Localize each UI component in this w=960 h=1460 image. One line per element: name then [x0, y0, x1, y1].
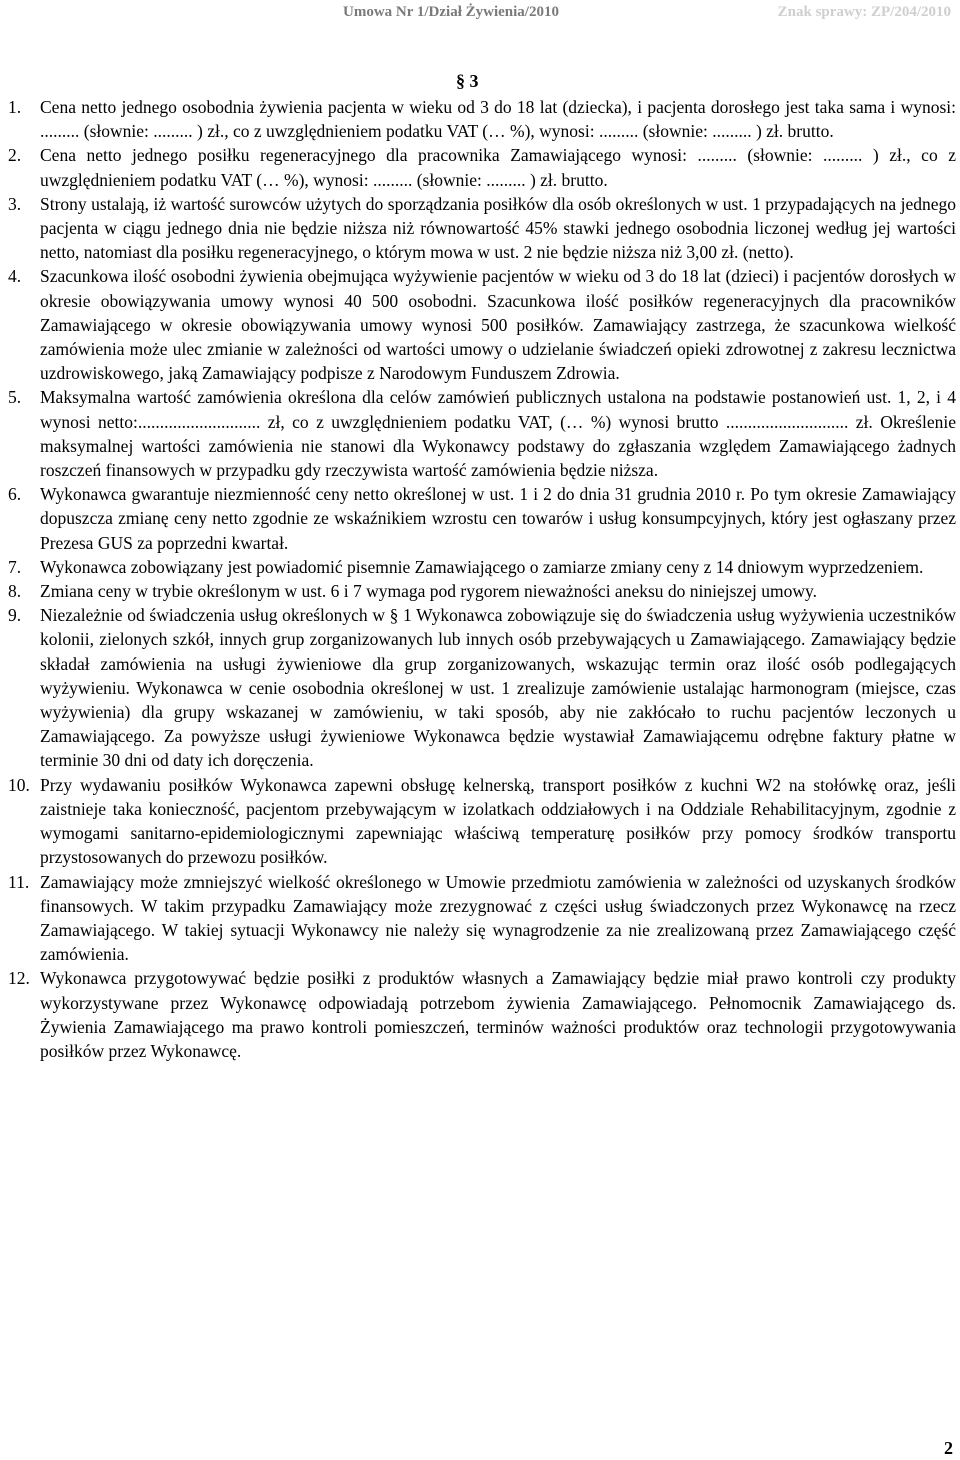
clause-number: 3. — [8, 193, 22, 214]
page-header — [0, 4, 960, 24]
clause-text: Maksymalna wartość zamówienia określona dla celów zamówień publicznych ustalona na podstawie postanowień ust. 1, 2, i 4 wynosi netto:............................ zł, co z uwzględnieniem podatku VAT, (… %) wynosi brutto ............................ zł. Określenie maksymalnej wartości zamówienia nie stanowi dla Wykonawcy podstawy do zgłaszania względem Zamawiającego żadnych roszczeń finansowych w przypadku gdy rzeczywista wartość zamówienia będzie niższa. — [40, 387, 956, 481]
clause-item — [8, 385, 956, 482]
clause-text: Cena netto jednego posiłku regeneracyjnego dla pracownika Zamawiającego wynosi: ......... (słownie: ......... ) zł., co z uwzględnieniem podatku VAT (… %), wynosi: ......... (słownie: ......... ) zł. brutto. — [40, 145, 956, 190]
clause-item — [8, 966, 956, 1063]
clause-item — [8, 603, 956, 772]
clause-text: Wykonawca przygotowywać będzie posiłki z produktów własnych a Zamawiający będzie miał prawo kontroli czy produkty wykorzystywane przez Wykonawcę odpowiadają potrzebom żywienia Zamawiającego. Pełnomocnik Zamawiającego ds. Żywienia Zamawiającego ma prawo kontroli pomieszczeń, terminów ważności produktów oraz technologii przygotowywania posiłków przez Wykonawcę. — [40, 968, 956, 1061]
document-title: Umowa Nr 1/Dział Żywienia/2010 — [343, 4, 559, 20]
clause-item — [8, 579, 956, 603]
clause-number: 6. — [8, 484, 22, 505]
clause-number: 11. — [8, 871, 30, 892]
clause-text: Strony ustalają, iż wartość surowców użytych do sporządzania posiłków dla osób określonych w ust. 1 przypadających na jednego pacjenta w ciągu jednego dnia nie będzie niższa niż równowartość 45% stawki jednego osobodnia liczonej według jej wartości netto, natomiast dla posiłku regeneracyjnego, o którym mowa w ust. 2 nie będzie niższa niż 3,00 zł. (netto). — [40, 193, 956, 263]
clause-text: Szacunkowa ilość osobodni żywienia obejmująca wyżywienie pacjentów w wieku od 3 do 18 lat (dzieci) i pacjentów dorosłych w okresie obowiązywania umowy wynosi 40 500 osobodni. Szacunkowa ilość posiłków regeneracyjnych dla pracowników Zamawiającego w okresie obowiązywania umowy wynosi 500 posiłków. Zamawiający zastrzega, że szacunkowa wielkość zamówienia może ulec zmianie w zależności od wartości umowy o udzielanie świadczeń opieki zdrowotnej z zakresu lecznictwa uzdrowiskowego, jaką Zamawiający podpisze z Narodowym Funduszem Zdrowia. — [40, 266, 956, 384]
clause-number: 4. — [8, 266, 22, 287]
clause-text: Wykonawca gwarantuje niezmienność ceny netto określonej w ust. 1 i 2 do dnia 31 grudnia 2010 r. Po tym okresie Zamawiający dopuszcza zmianę ceny netto zgodnie ze wskaźnikiem wzrostu cen towarów i usług konsumpcyjnych, który jest ogłaszany przez Prezesa GUS za poprzedni kwartał. — [40, 484, 956, 553]
clause-number: 9. — [8, 605, 22, 626]
document-body — [8, 95, 956, 1063]
clause-text: Wykonawca zobowiązany jest powiadomić pisemnie Zamawiającego o zamiarze zmiany ceny z 14 dniowym wyprzedzeniem. — [40, 556, 924, 577]
section-heading: § 3 — [456, 71, 479, 91]
clause-item — [8, 192, 956, 265]
clause-item — [8, 95, 956, 143]
clause-text: Przy wydawaniu posiłków Wykonawca zapewni obsługę kelnerską, transport posiłków z kuchni W2 na stołówkę oraz, jeśli zaistnieje taka konieczność, pacjentom przebywającym w izolatkach oddziałowych i na Oddziale Rehabilitacyjnym, zgodnie z wymogami sanitarno-epidemiologicznymi zapewniając właściwą temperaturę posiłków przy pomocy środków transportu przystosowanych do przewozu posiłków. — [40, 774, 956, 868]
clause-text: Zamawiający może zmniejszyć wielkość określonego w Umowie przedmiotu zamówienia w zależności od uzyskanych środków finansowych. W takim przypadku Zamawiający może zrezygnować z części usług świadczonych przez Wykonawcę na rzecz Zamawiającego. W takiej sytuacji Wykonawcy nie należy się wynagrodzenie za nie zrealizowaną przez Zamawiającego część zamówienia. — [40, 871, 956, 965]
clause-item — [8, 143, 956, 191]
clause-number: 8. — [8, 581, 22, 602]
clause-text: Cena netto jednego osobodnia żywienia pacjenta w wieku od 3 do 18 lat (dziecka), i pacjenta dorosłego jest taka sama i wynosi: ......... (słownie: ......... ) zł., co z uwzględnieniem podatku VAT (… %), wynosi: ......... (słownie: ......... ) zł. brutto. — [40, 97, 956, 142]
clause-list — [8, 95, 956, 1063]
clause-text: Zmiana ceny w trybie określonym w ust. 6 i 7 wymaga pod rygorem nieważności aneksu do niniejszej umowy. — [40, 581, 817, 602]
page-number: 2 — [944, 1438, 953, 1458]
clause-number: 5. — [8, 387, 22, 408]
clause-number: 1. — [8, 97, 22, 117]
clause-number: 12. — [8, 968, 30, 989]
clause-item — [8, 555, 956, 579]
clause-number: 7. — [8, 556, 22, 577]
clause-item — [8, 773, 956, 870]
clause-item — [8, 870, 956, 967]
clause-item — [8, 482, 956, 555]
clause-text: Niezależnie od świadczenia usług określonych w § 1 Wykonawca zobowiązuje się do świadczenia usług wyżywienia uczestników kolonii, zielonych szkół, innych grup zorganizowanych lub innych osób przebywających u Zamawiającego. Zamawiający będzie składał zamówienia na usługi żywieniowe dla grup zorganizowanych, wskazując termin oraz ilość osób podlegających wyżywieniu. Wykonawca w cenie osobodnia określonej w ust. 1 zrealizuje zamówienie ustalając harmonogram (miejsce, czas wyżywienia) dla grupy wskazanej w zamówieniu, w taki sposób, aby nie zakłócało to ruchu pacjentów leczonych u Zamawiającego. Za powyższe usługi żywieniowe Wykonawca będzie wystawiał Zamawiającemu odrębne faktury płatne w terminie 30 dni od daty ich doręczenia. — [40, 605, 956, 771]
clause-item — [8, 264, 956, 385]
clause-number: 2. — [8, 145, 22, 166]
clause-number: 10. — [8, 774, 30, 795]
case-reference: Znak sprawy: ZP/204/2010 — [777, 4, 951, 20]
